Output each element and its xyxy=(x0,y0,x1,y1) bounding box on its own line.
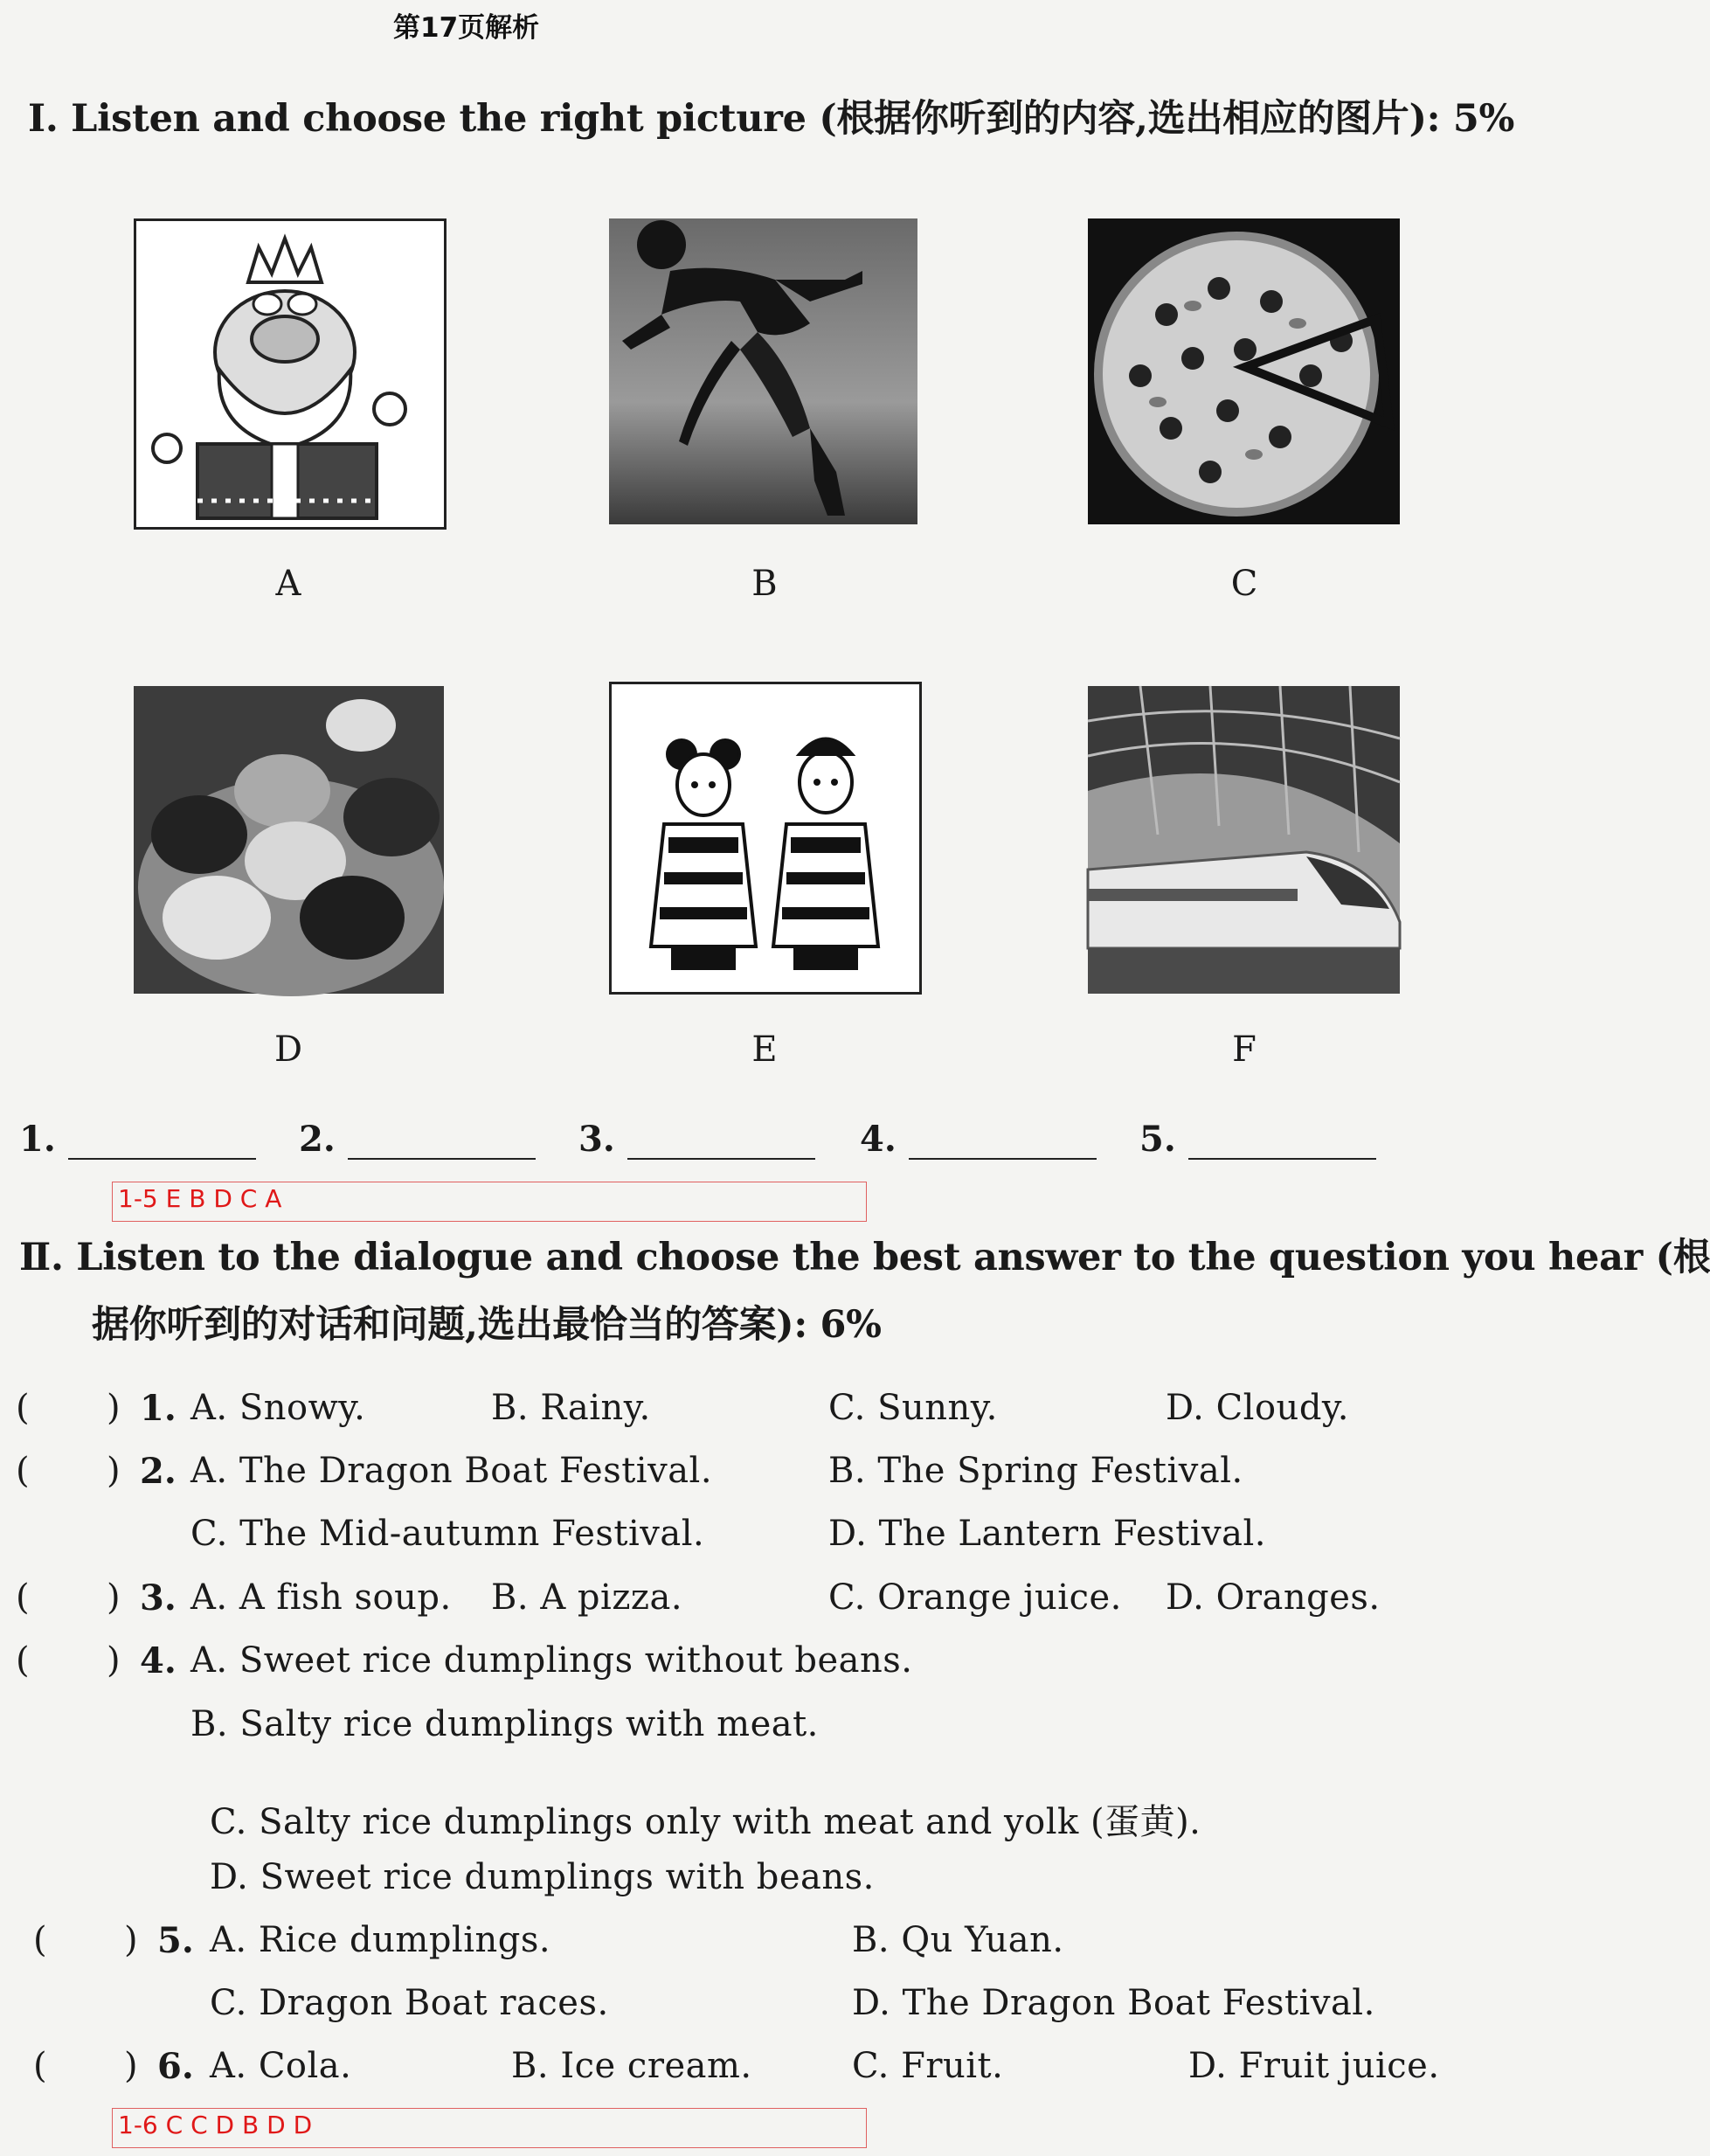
option-5b: B. Qu Yuan. xyxy=(852,1920,1064,1960)
question-number-6: 6. xyxy=(157,2046,194,2087)
option-2b: B. The Spring Festival. xyxy=(828,1451,1243,1491)
king-cartoon-icon xyxy=(136,221,444,527)
answer-paren-4[interactable]: ( xyxy=(16,1640,30,1681)
high-speed-train-photo-icon xyxy=(1088,686,1400,994)
section2-heading-line1: Ⅱ. Listen to the dialogue and choose the best answer to the question you hear (根 xyxy=(19,1236,1710,1279)
option-6d: D. Fruit juice. xyxy=(1188,2046,1440,2086)
question-number-5: 5. xyxy=(157,1920,194,1961)
option-1a: A. Snowy. xyxy=(190,1388,366,1428)
section1-answer: 1-5 E B D C A xyxy=(112,1182,867,1222)
option-4b: B. Salty rice dumplings with meat. xyxy=(190,1704,819,1744)
picture-d xyxy=(134,686,444,994)
picture-label-c: C xyxy=(1230,564,1258,604)
blank-1[interactable]: 1. xyxy=(19,1119,256,1160)
blank-2[interactable]: 2. xyxy=(299,1119,536,1160)
picture-label-e: E xyxy=(751,1029,778,1070)
page-title: 第17页解析 xyxy=(393,12,540,44)
question-number-2: 2. xyxy=(140,1451,177,1492)
option-3b: B. A pizza. xyxy=(491,1577,683,1618)
answer-paren-6[interactable]: ( xyxy=(33,2046,47,2086)
blank-5[interactable]: 5. xyxy=(1139,1119,1376,1160)
picture-b xyxy=(609,218,917,524)
option-6b: B. Ice cream. xyxy=(511,2046,752,2086)
option-1b: B. Rainy. xyxy=(491,1388,651,1428)
answer-paren-1[interactable]: ( xyxy=(16,1388,30,1428)
section2-answer: 1-6 C C D B D D xyxy=(112,2108,867,2148)
runner-photo-icon xyxy=(609,218,917,524)
question-number-1: 1. xyxy=(140,1388,177,1429)
option-3c: C. Orange juice. xyxy=(828,1577,1122,1618)
picture-label-d: D xyxy=(273,1029,303,1070)
picture-label-a: A xyxy=(275,564,301,604)
picture-f xyxy=(1088,686,1400,994)
answer-paren-5[interactable]: ( xyxy=(33,1920,47,1960)
pizza-photo-icon xyxy=(1088,218,1400,524)
section1-heading: Ⅰ. Listen and choose the right picture (根据你听到的内容,选出相应的图片): 5% xyxy=(28,97,1515,141)
picture-label-f: F xyxy=(1232,1029,1257,1070)
option-1d: D. Cloudy. xyxy=(1166,1388,1349,1428)
option-4d: D. Sweet rice dumplings with beans. xyxy=(210,1857,875,1897)
option-2c: C. The Mid-autumn Festival. xyxy=(190,1514,705,1554)
option-6a: A. Cola. xyxy=(210,2046,352,2086)
option-5a: A. Rice dumplings. xyxy=(210,1920,551,1960)
paper-cut-children-icon xyxy=(612,684,919,992)
section2-heading-line2: 据你听到的对话和问题,选出最恰当的答案): 6% xyxy=(92,1303,882,1347)
option-1c: C. Sunny. xyxy=(828,1388,998,1428)
question-number-3: 3. xyxy=(140,1577,177,1619)
picture-e xyxy=(609,682,922,995)
option-6c: C. Fruit. xyxy=(852,2046,1004,2086)
picture-label-b: B xyxy=(751,564,778,604)
option-2d: D. The Lantern Festival. xyxy=(828,1514,1267,1554)
mooncakes-photo-icon xyxy=(134,686,444,994)
picture-a xyxy=(134,218,447,530)
question-number-4: 4. xyxy=(140,1640,177,1681)
blank-4[interactable]: 4. xyxy=(860,1119,1097,1160)
option-4a: A. Sweet rice dumplings without beans. xyxy=(190,1640,913,1681)
option-5d: D. The Dragon Boat Festival. xyxy=(852,1983,1375,2023)
answer-paren-2[interactable]: ( xyxy=(16,1451,30,1491)
option-2a: A. The Dragon Boat Festival. xyxy=(190,1451,713,1491)
picture-c xyxy=(1088,218,1400,524)
option-3a: A. A fish soup. xyxy=(190,1577,452,1618)
option-3d: D. Oranges. xyxy=(1166,1577,1381,1618)
option-4c: C. Salty rice dumplings only with meat and yolk (蛋黄). xyxy=(210,1802,1201,1842)
option-5c: C. Dragon Boat races. xyxy=(210,1983,609,2023)
answer-paren-3[interactable]: ( xyxy=(16,1577,30,1618)
blank-3[interactable]: 3. xyxy=(578,1119,815,1160)
